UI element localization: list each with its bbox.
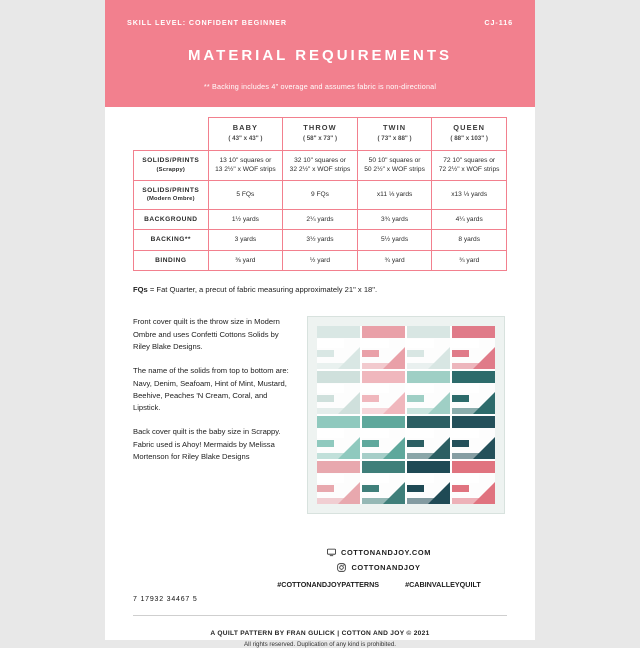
row-label-backing: BACKING** xyxy=(134,230,209,251)
cell: 2¼ yards xyxy=(283,209,358,230)
cell: 72 10" squares or 72 2½" x WOF strips xyxy=(432,150,507,180)
quilt-block xyxy=(317,326,360,369)
cell: 1½ yards xyxy=(208,209,283,230)
table-row xyxy=(134,209,507,230)
skill-level-label: SKILL LEVEL: CONFIDENT BEGINNER xyxy=(127,18,287,27)
quilt-block xyxy=(362,461,405,504)
cell: ⅜ yard xyxy=(208,250,283,271)
hashtag-quilt[interactable]: #CABINVALLEYQUILT xyxy=(405,580,481,590)
quilt-photo-wrapper xyxy=(307,316,503,514)
quilt-block xyxy=(362,371,405,414)
row-label-binding: BINDING xyxy=(134,250,209,271)
quilt-block xyxy=(317,371,360,414)
description-and-photo xyxy=(133,316,507,514)
cell: 3 yards xyxy=(208,230,283,251)
quilt-block xyxy=(407,371,450,414)
description-paragraph-3: Back cover quilt is the baby size in Scrappy. Fabric used is Ahoy! Mermaids by Melissa Mortenson for Riley Blake Designs xyxy=(133,427,281,462)
hashtag-patterns[interactable]: #COTTONANDJOYPATTERNS xyxy=(277,580,380,590)
quilt-block xyxy=(407,326,450,369)
header-banner xyxy=(105,0,535,107)
cell: 3¾ yards xyxy=(357,209,432,230)
quilt-block xyxy=(407,416,450,459)
quilt-block xyxy=(452,416,495,459)
table-row xyxy=(134,250,507,271)
cell: ½ yard xyxy=(283,250,358,271)
monitor-icon xyxy=(327,548,336,557)
table-header-row xyxy=(134,118,507,151)
fqs-text: = Fat Quarter, a precut of fabric measuring approximately 21" x 18". xyxy=(147,285,378,295)
quilt-block xyxy=(317,461,360,504)
cell: 13 10" squares or 13 2½" x WOF strips xyxy=(208,150,283,180)
quilt-block xyxy=(362,326,405,369)
quilt-photo xyxy=(307,316,505,514)
header-top-row xyxy=(105,0,535,27)
quilt-block xyxy=(317,416,360,459)
pattern-back-cover xyxy=(105,0,535,648)
table-corner-cell xyxy=(134,118,209,151)
column-header-throw: THROW ( 58" x 73" ) xyxy=(283,118,358,151)
column-header-queen: QUEEN ( 88" x 103" ) xyxy=(432,118,507,151)
barcode-block xyxy=(133,544,251,603)
table-row xyxy=(134,180,507,209)
description-text xyxy=(133,316,293,514)
hashtags-row xyxy=(251,580,507,589)
quilt-block-grid xyxy=(317,326,495,504)
material-requirements-table xyxy=(133,117,507,271)
table-row xyxy=(134,230,507,251)
cell: ¾ yard xyxy=(432,250,507,271)
cell: 3½ yards xyxy=(283,230,358,251)
sku-label: CJ-116 xyxy=(484,18,513,27)
cell: ¾ yard xyxy=(357,250,432,271)
footer-area xyxy=(105,544,535,603)
quilt-block xyxy=(452,326,495,369)
quilt-block xyxy=(452,461,495,504)
row-label-solids-ombre: SOLIDS/PRINTS (Modern Ombre) xyxy=(134,180,209,209)
barcode-icon xyxy=(133,544,251,594)
quilt-block xyxy=(407,461,450,504)
cell: 32 10" squares or 32 2½" x WOF strips xyxy=(283,150,358,180)
instagram-icon xyxy=(337,563,346,572)
description-paragraph-1: Front cover quilt is the throw size in Modern Ombre and uses Confetti Cottons Solids by Riley Blake Designs. xyxy=(133,317,280,351)
quilt-block xyxy=(362,416,405,459)
cell: 4¼ yards xyxy=(432,209,507,230)
row-label-solids-scrappy: SOLIDS/PRINTS (Scrappy) xyxy=(134,150,209,180)
instagram-line xyxy=(251,563,507,572)
footer-divider xyxy=(133,615,507,616)
column-header-baby: BABY ( 43" x 43" ) xyxy=(208,118,283,151)
credit-line: A QUILT PATTERN BY FRAN GULICK | COTTON AND JOY © 2021 xyxy=(210,630,430,638)
fqs-definition xyxy=(133,285,507,294)
instagram-handle[interactable]: COTTONANDJOY xyxy=(351,563,421,573)
cell: x11 ⅓ yards xyxy=(357,180,432,209)
page-title: MATERIAL REQUIREMENTS xyxy=(187,47,453,64)
cell: 5½ yards xyxy=(357,230,432,251)
row-label-background: BACKGROUND xyxy=(134,209,209,230)
table-row xyxy=(134,150,507,180)
rights-line: All rights reserved. Duplication of any kind is prohibited. xyxy=(243,641,396,648)
contact-block xyxy=(251,544,507,589)
cell: 50 10" squares or 50 2½" x WOF strips xyxy=(357,150,432,180)
fqs-term: FQs xyxy=(133,285,148,295)
cell: 9 FQs xyxy=(283,180,358,209)
website-line xyxy=(251,548,507,557)
website-label[interactable]: COTTONANDJOY.COM xyxy=(341,548,431,558)
cell: 5 FQs xyxy=(208,180,283,209)
cell: 8 yards xyxy=(432,230,507,251)
cell: x13 ⅓ yards xyxy=(432,180,507,209)
barcode-number: 7 17932 34467 5 xyxy=(133,596,198,604)
quilt-block xyxy=(452,371,495,414)
column-header-twin: TWIN ( 73" x 88" ) xyxy=(357,118,432,151)
description-paragraph-2: The name of the solids from top to bottom are: Navy, Denim, Seafoam, Hint of Mint, Mustard, Beehive, Peaches 'N Cream, Coral, and Lipstick. xyxy=(133,366,289,413)
backing-note: ** Backing includes 4" overage and assumes fabric is non-directional xyxy=(203,82,437,91)
